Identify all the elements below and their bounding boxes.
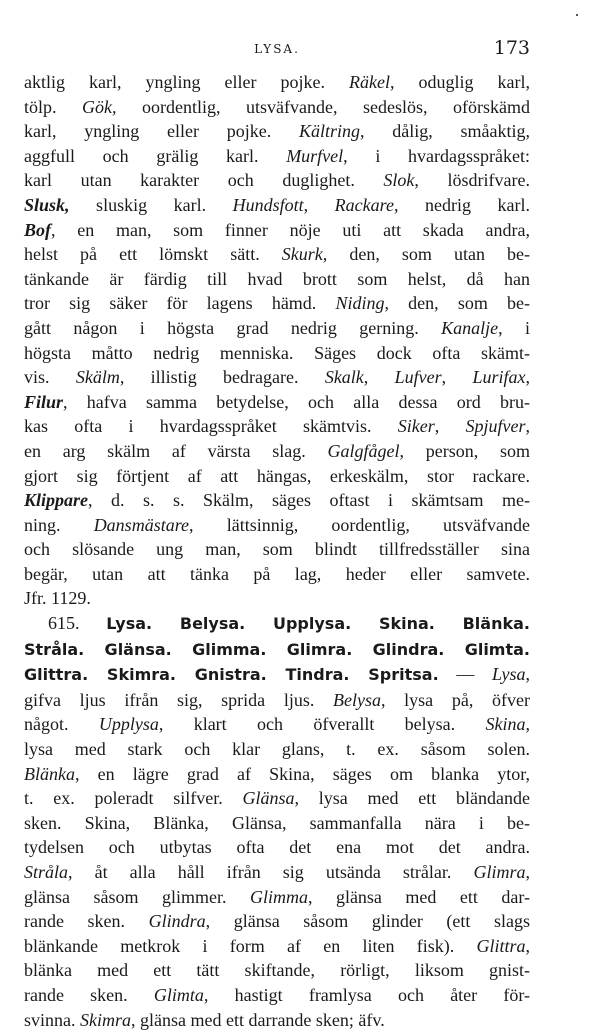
text-line: [24, 414, 530, 439]
text-run: , den, som be-: [384, 293, 530, 314]
text-line: [24, 70, 530, 95]
text-line: [24, 762, 530, 787]
text-run: ,: [363, 367, 395, 388]
text-run: , lysa med ett bländande: [294, 788, 530, 809]
headword: Glimma: [249, 886, 308, 907]
text-line: [24, 341, 530, 366]
headword: Glittra: [476, 935, 526, 956]
text-line: [24, 168, 530, 193]
text-line: [24, 439, 530, 464]
page: [24, 34, 530, 1032]
text-run: ,: [303, 194, 335, 215]
headword: Bof: [24, 219, 51, 240]
text-run: , glänsa med ett darrande sken; äfv.: [131, 1009, 385, 1030]
text-line: [24, 885, 530, 910]
text-run: , oduglig karl,: [389, 72, 530, 92]
text-run: gått någon i högsta grad nedrig gerning.: [24, 317, 442, 338]
text-run: , glänsa med ett dar-: [307, 886, 530, 907]
headword: Murfvel: [286, 145, 344, 166]
text-line: [24, 637, 530, 663]
headword: Slusk,: [24, 194, 70, 215]
text-run: , hafva samma betydelse, och alla dessa ord bru-: [63, 391, 530, 412]
text-run: tänkande är färdig till hvad brott som helst, då han: [24, 268, 530, 289]
headword: Skina: [485, 714, 526, 735]
text-run: t. ex. poleradt silfver.: [24, 788, 243, 809]
text-run: , d. s. s. Skälm, säges oftast i skämtsam me-: [88, 490, 530, 511]
text-line: [24, 316, 530, 341]
text-run: ,: [525, 862, 530, 882]
text-run: ,: [434, 416, 466, 437]
text-run: , en lägre grad af Skina, säges om blanka ytor,: [75, 763, 530, 784]
text-run: blänka med ett tätt skiftande, rörligt, liksom gnist-: [24, 960, 530, 981]
headword: Dansmästare: [93, 514, 190, 535]
headword: Glänsa: [242, 788, 295, 809]
text-run: ,: [525, 416, 531, 437]
text-run: , lysa på, öfver: [381, 689, 530, 710]
text-run: , åt alla håll ifrån sig utsända strålar.: [68, 862, 474, 882]
text-line: [24, 488, 530, 513]
text-run: tydelsen och utbytas ofta det ena mot det andra.: [24, 837, 530, 858]
headword: Spjufver: [465, 416, 526, 437]
text-line: [24, 860, 530, 885]
headword: Stråla. Glänsa. Glimma. Glimra. Glindra. Glimta.: [24, 639, 530, 659]
text-run: , i hvardagsspråket:: [343, 145, 530, 166]
text-line: [24, 119, 530, 144]
headword: Glittra. Skimra. Gnistra. Tindra. Spritsa.: [24, 665, 439, 685]
text-line: [24, 365, 530, 390]
headword: Rackare: [334, 194, 394, 215]
text-run: sken. Skina, Blänka, Glänsa, sammanfalla nära i be-: [24, 812, 530, 833]
text-run: lysa med stark och klar glans, t. ex. såsom solen.: [24, 739, 530, 760]
headword: Kältring: [298, 121, 360, 142]
text-run: , i: [498, 317, 530, 338]
text-line: [24, 786, 530, 811]
text-run: aggfull och grälig karl.: [24, 145, 287, 166]
text-run: begär, utan att tänka på lag, heder eller samvete.: [24, 563, 530, 584]
headword: Belysa: [333, 689, 381, 710]
text-run: gifva ljus ifrån sig, sprida ljus.: [24, 689, 334, 710]
headword: Siker: [397, 416, 435, 437]
text-run: ,: [525, 935, 530, 956]
text-run: , den, som utan be-: [322, 244, 530, 265]
headword: Lysa. Belysa. Upplysa. Skina. Blänka.: [106, 614, 530, 634]
margin-mark: [576, 14, 578, 16]
text-line: [24, 218, 530, 243]
headword: Räkel: [349, 72, 390, 92]
text-line: [24, 611, 530, 637]
text-run: , lösdrifvare.: [414, 170, 530, 191]
text-run: Jfr. 1129.: [24, 588, 91, 609]
text-line: [24, 909, 530, 934]
text-run: vis.: [24, 367, 76, 388]
headword: Slok: [383, 170, 415, 191]
headword: Skalk: [324, 367, 364, 388]
text-line: [24, 291, 530, 316]
text-run: ,: [441, 367, 473, 388]
text-run: , person, som: [399, 440, 530, 461]
text-run: karl, yngling eller pojke.: [24, 121, 299, 142]
headword: Upplysa: [98, 714, 159, 735]
text-line: [24, 562, 530, 587]
text-line: [24, 242, 530, 267]
text-run: , dålig, småaktig,: [360, 121, 530, 142]
text-line: [24, 464, 530, 489]
text-line: [24, 934, 530, 959]
text-run: helst på ett lömskt sätt.: [24, 244, 282, 265]
text-run: sluskig karl.: [69, 194, 233, 215]
text-line: [24, 662, 530, 688]
headword: Lurifax: [472, 367, 526, 388]
text-run: en arg skälm af värsta slag.: [24, 440, 328, 461]
text-line: [24, 958, 530, 983]
page-number: 173: [493, 37, 530, 59]
text-run: blänkande metkrok i form af en liten fisk).: [24, 935, 477, 956]
text-run: , en man, som finner nöje uti att skada andra,: [51, 219, 530, 240]
text-line: [24, 390, 530, 415]
text-run: , lättsinnig, oordentlig, utsväfvande: [189, 514, 530, 535]
text-line: [24, 513, 530, 538]
headword: Niding: [335, 293, 385, 314]
headword: Lysa: [492, 664, 526, 685]
text-line: [24, 835, 530, 860]
headword: Gök,: [82, 96, 117, 117]
text-run: aktlig karl, yngling eller pojke.: [24, 72, 349, 92]
text-run: oordentlig, utsväfvande, sedeslös, oförskämd: [116, 96, 530, 117]
text-run: tror sig säker för lagens hämd.: [24, 293, 336, 314]
text-run: 615.: [48, 613, 107, 634]
headword: Galgfågel: [327, 440, 400, 461]
text-run: , klart och öfverallt belysa.: [158, 714, 486, 735]
text-run: , nedrig karl.: [393, 194, 531, 215]
headword: Blänka: [24, 763, 75, 784]
text-run: något.: [24, 714, 99, 735]
text-run: , hastigt framlysa och åter för-: [203, 984, 530, 1005]
text-run: och slösande ung man, som blindt tillfredsställer sina: [24, 539, 530, 560]
text-run: tölp.: [24, 96, 83, 117]
headword: Skimra: [80, 1009, 131, 1030]
text-run: , illistig bedragare.: [119, 367, 325, 388]
text-line: [24, 811, 530, 836]
text-run: glänsa såsom glimmer.: [24, 886, 250, 907]
headword: Filur: [24, 391, 64, 412]
text-line: [24, 1008, 530, 1032]
running-head: [24, 34, 530, 62]
text-line: [24, 586, 530, 611]
text-run: ning.: [24, 514, 94, 535]
headword: Klippare: [24, 490, 89, 511]
text-run: , glänsa såsom glinder (ett slags: [205, 911, 530, 932]
text-line: [24, 983, 530, 1008]
text-line: [24, 537, 530, 562]
text-line: [24, 737, 530, 762]
headword: Lufver: [394, 367, 442, 388]
text-run: svinna.: [24, 1009, 80, 1030]
text-run: rande sken.: [24, 984, 154, 1005]
headword: Hundsfott: [232, 194, 304, 215]
running-title: LYSA.: [254, 42, 300, 56]
text-line: [24, 193, 530, 218]
text-run: rande sken.: [24, 911, 149, 932]
text-line: [24, 267, 530, 292]
text-run: gjort sig förtjent af att hängas, erkeskälm, stor rackare.: [24, 465, 530, 486]
headword: Glimta: [153, 984, 204, 1005]
text-line: [24, 712, 530, 737]
headword: Stråla: [24, 862, 69, 882]
text-line: [24, 95, 530, 120]
headword: Kanalje: [441, 317, 499, 338]
text-run: ,: [525, 367, 530, 388]
headword: Glindra: [148, 911, 206, 932]
text-line: [24, 144, 530, 169]
headword: Skälm: [75, 367, 120, 388]
text-run: —: [438, 664, 493, 685]
text-run: ,: [525, 664, 531, 685]
text-run: högsta måtto nedrig menniska. Säges dock ofta skämt-: [24, 342, 530, 363]
text-run: karl utan karakter och duglighet.: [24, 170, 384, 191]
headword: Glimra: [473, 862, 526, 882]
text-run: kas ofta i hvardagsspråket skämtvis.: [24, 416, 398, 437]
headword: Skurk: [281, 244, 323, 265]
text-line: [24, 688, 530, 713]
text-run: ,: [525, 714, 530, 735]
body-text: [24, 70, 530, 1032]
